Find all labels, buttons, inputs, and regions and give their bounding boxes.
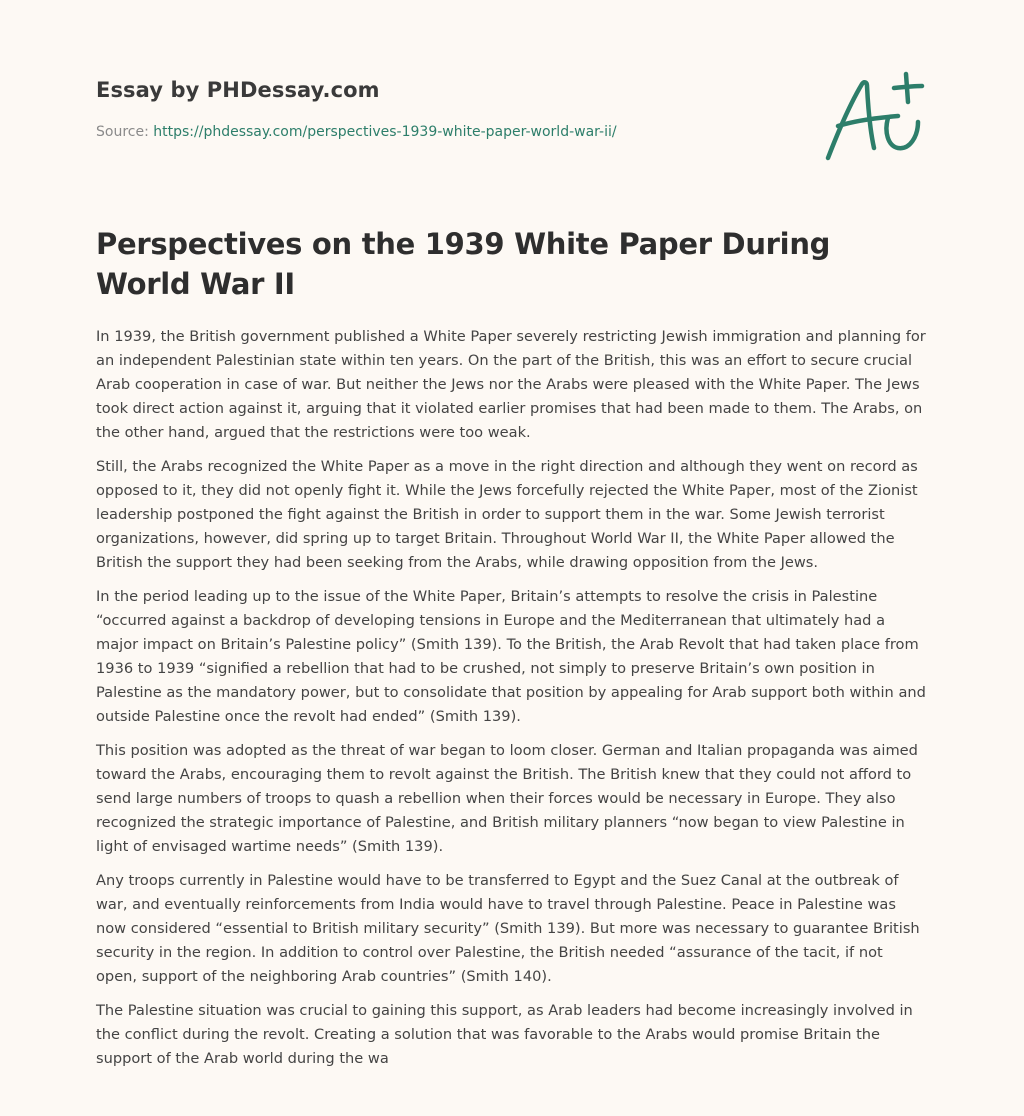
essay-title: Perspectives on the 1939 White Paper During World War II [96, 227, 831, 301]
paragraph: Any troops currently in Palestine would have to be transferred to Egypt and the Suez Canal at the outbreak of war, and eventually reinforcements from India would have to travel through Palestine. Peace in Palestine was now considered “essential to British military security” (Smith 139). But more was necessary to guarantee British security in the region. In addition to control over Palestine, the British needed “assurance of the tacit, if not open, support of the neighboring Arab countries” (Smith 140). [96, 872, 920, 985]
source-label: Source: [96, 124, 154, 140]
paragraph: In the period leading up to the issue of the White Paper, Britain’s attempts to resolve the crisis in Palestine “occurred against a backdrop of developing tensions in Europe and the Mediterranean that ultimately had a major impact on Britain’s Palestine policy” (Smith 139). To the British, the Arab Revolt that had taken place from 1936 to 1939 “signified a rebellion that had to be crushed, not simply to preserve Britain’s own position in Palestine as the mandatory power, but to consolidate that position by appealing for Arab support both within and outside Palestine once the revolt had ended” (Smith 139). [96, 588, 926, 725]
paragraph: In 1939, the British government published a White Paper severely restricting Jewish immigration and planning for an independent Palestinian state within ten years. On the part of the British, this was an effort to secure crucial Arab cooperation in case of war. But neither the Jews nor the Arabs were pleased with the White Paper. The Jews took direct action against it, arguing that it violated earlier promises that had been made to them. The Arabs, on the other hand, argued that the restrictions were too weak. [96, 328, 926, 441]
source-link[interactable]: https://phdessay.com/perspectives-1939-white-paper-world-war-ii/ [153, 124, 617, 140]
a-plus-logo-icon [824, 66, 934, 166]
essay-body [96, 325, 926, 1081]
brand-title: Essay by PHDessay.com [96, 78, 380, 102]
source-line [96, 124, 617, 140]
paragraph: The Palestine situation was crucial to gaining this support, as Arab leaders had become increasingly involved in the conflict during the revolt. Creating a solution that was favorable to the Arabs would promise Britain the support of the Arab world during the wa [96, 1002, 913, 1067]
paragraph: Still, the Arabs recognized the White Paper as a move in the right direction and although they went on record as opposed to it, they did not openly fight it. While the Jews forcefully rejected the White Paper, most of the Zionist leadership postponed the fight against the British in order to support them in the war. Some Jewish terrorist organizations, however, did spring up to target Britain. Throughout World War II, the White Paper allowed the British the support they had been seeking from the Arabs, while drawing opposition from the Jews. [96, 458, 918, 571]
paragraph: This position was adopted as the threat of war began to loom closer. German and Italian propaganda was aimed toward the Arabs, encouraging them to revolt against the British. The British knew that they could not afford to send large numbers of troops to quash a rebellion when their forces would be necessary in Europe. They also recognized the strategic importance of Palestine, and British military planners “now began to view Palestine in light of envisaged wartime needs” (Smith 139). [96, 742, 918, 855]
